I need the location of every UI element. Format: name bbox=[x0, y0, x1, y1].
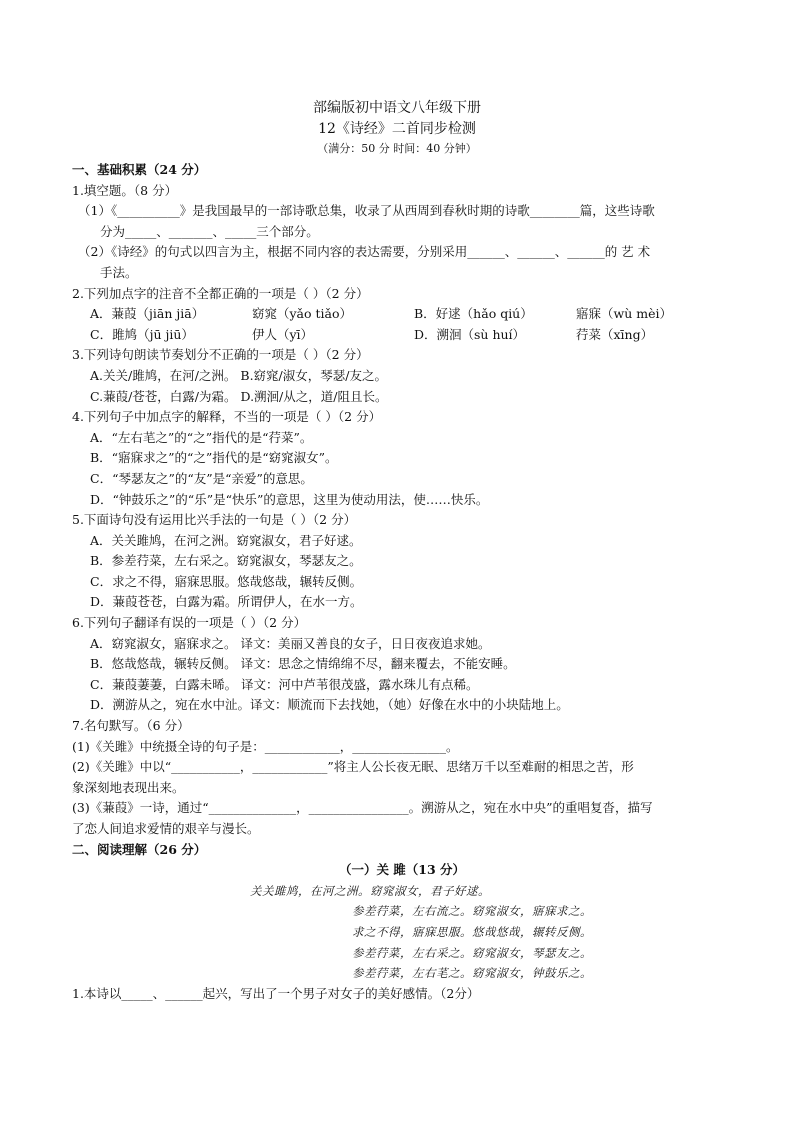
reading-question-1: 1.本诗以_____、______起兴，写出了一个男子对女子的美好感情。（2分） bbox=[72, 985, 480, 1001]
question-4-stem: 4.下列句子中加点字的解释，不当的一项是（ ）（2 分） bbox=[72, 409, 382, 425]
question-7-item3-line1: (3)《蒹葭》一诗，通过“______________，________________。溯游从之，宛在水中央”的重唱复沓，描写 bbox=[72, 800, 653, 816]
question-1-part2-line2: 手法。 bbox=[100, 264, 138, 280]
poem-title: （一）关 雎（13 分） bbox=[338, 862, 466, 878]
question-2-options-row2 bbox=[72, 325, 732, 346]
question-6-option-a: A．窈窕淑女，寤寐求之。 译文：美丽又善良的女子，日日夜夜追求她。 bbox=[90, 635, 491, 651]
question-7-item1: (1)《关雎》中统摄全诗的句子是：____________，_______________。 bbox=[72, 738, 459, 754]
option-b2: 寤寐（wù mèi） bbox=[576, 306, 672, 322]
question-3-stem: 3.下列诗句朗读节奏划分不正确的一项是（ ）（2 分） bbox=[72, 347, 369, 363]
question-6-option-c: C．蒹葭萋萋，白露未晞。 译文：河中芦苇很茂盛，露水珠儿有点稀。 bbox=[90, 676, 479, 692]
question-1-part1-line1: （1）《__________》是我国最早的一部诗歌总集，收录了从西周到春秋时期的诗歌________篇，这些诗歌 bbox=[78, 203, 655, 219]
poem-line-4: 参差荇菜，左右采之。窈窕淑女，琴瑟友之。 bbox=[352, 945, 592, 960]
question-1-part2-line1: （2）《诗经》的句式以四言为主，根据不同内容的表达需要，分别采用______、______、______的 艺 术 bbox=[78, 244, 651, 260]
question-7-item3-line2: 了恋人间追求爱情的艰辛与漫长。 bbox=[72, 821, 260, 836]
question-4-option-c: C．“琴瑟友之”的“友”是“亲爱”的意思。 bbox=[90, 470, 313, 486]
question-5-option-a: A．关关雎鸠，在河之洲。窈窕淑女，君子好逑。 bbox=[90, 532, 362, 548]
option-d2: 荇菜（xīng） bbox=[576, 326, 654, 342]
question-6-option-d: D．溯游从之，宛在水中沚。译文：顺流而下去找她，（她）好像在水中的小块陆地上。 bbox=[90, 697, 569, 713]
poem-line-1: 关关雎鸠，在河之洲。窈窕淑女，君子好逑。 bbox=[250, 883, 490, 898]
question-2-options-row1 bbox=[72, 304, 732, 325]
page-title: 部编版初中语文八年级下册 bbox=[313, 100, 481, 116]
option-d1: D．溯洄（sù huí） bbox=[414, 326, 526, 342]
page-subtitle: 12《诗经》二首同步检测 bbox=[318, 121, 476, 137]
score-time-note: （满分：50 分 时间：40 分钟） bbox=[317, 142, 477, 155]
exam-body bbox=[72, 160, 732, 1004]
question-4-option-d: D．“钟鼓乐之”的“乐”是“快乐”的意思，这里为使动用法，使……快乐。 bbox=[90, 491, 489, 507]
question-4-option-a: A．“左右芼之”的“之”指代的是“荇菜”。 bbox=[90, 429, 313, 445]
question-1-part1-line2: 分为_____、_______、_____三个部分。 bbox=[100, 223, 319, 239]
question-3-options-ab: A.关关/雎鸠，在河/之洲。 B.窈窕/淑女，琴瑟/友之。 bbox=[90, 367, 387, 383]
question-5-option-c: C．求之不得，寤寐思服。悠哉悠哉，辗转反侧。 bbox=[90, 573, 363, 589]
section-heading-reading: 二、阅读理解（26 分） bbox=[72, 841, 207, 857]
question-2-stem: 2.下列加点字的注音不全都正确的一项是（ ）（2 分） bbox=[72, 285, 369, 301]
option-c2: 伊人（yī） bbox=[252, 326, 314, 342]
question-7-item2-line2: 象深刻地表现出来。 bbox=[72, 779, 185, 795]
question-7-stem: 7.名句默写。（6 分） bbox=[72, 718, 190, 734]
question-5-stem: 5.下面诗句没有运用比兴手法的一句是（ ）（2 分） bbox=[72, 512, 357, 528]
option-a2: 窈窕（yǎo tiǎo） bbox=[252, 306, 353, 322]
question-4-option-b: B．“寤寐求之”的“之”指代的是“窈窕淑女”。 bbox=[90, 450, 338, 466]
section-heading-basics: 一、基础积累（24 分） bbox=[72, 162, 207, 177]
option-c1: C．雎鸠（jū jiū） bbox=[90, 326, 194, 342]
question-6-option-b: B．悠哉悠哉，辗转反侧。 译文：思念之情绵绵不尽，翻来覆去，不能安睡。 bbox=[90, 656, 516, 672]
option-a1: A．蒹葭（jiān jiā） bbox=[90, 306, 205, 322]
poem-line-5: 参差荇菜，左右芼之。窈窕淑女，钟鼓乐之。 bbox=[352, 966, 592, 981]
poem-line-3: 求之不得，寤寐思服。悠哉悠哉，辗转反侧。 bbox=[352, 924, 592, 939]
question-5-option-b: B．参差荇菜，左右采之。窈窕淑女，琴瑟友之。 bbox=[90, 553, 362, 569]
question-5-option-d: D．蒹葭苍苍，白露为霜。所谓伊人，在水一方。 bbox=[90, 594, 363, 610]
question-3-options-cd: C.蒹葭/苍苍，白露/为霜。 D.溯洄/从之，道/阻且长。 bbox=[90, 388, 388, 404]
question-7-item2-line1: (2)《关雎》中以“___________，____________”将主人公长夜无眠、思绪万千以至难耐的相思之苦，形 bbox=[72, 759, 634, 775]
question-6-stem: 6.下列句子翻译有误的一项是（ ）（2 分） bbox=[72, 615, 307, 631]
poem-line-2: 参差荇菜，左右流之。窈窕淑女，寤寐求之。 bbox=[352, 904, 592, 919]
question-1-stem: 1.填空题。（8 分） bbox=[72, 182, 178, 198]
option-b1: B．好逑（hǎo qiú） bbox=[414, 306, 533, 322]
